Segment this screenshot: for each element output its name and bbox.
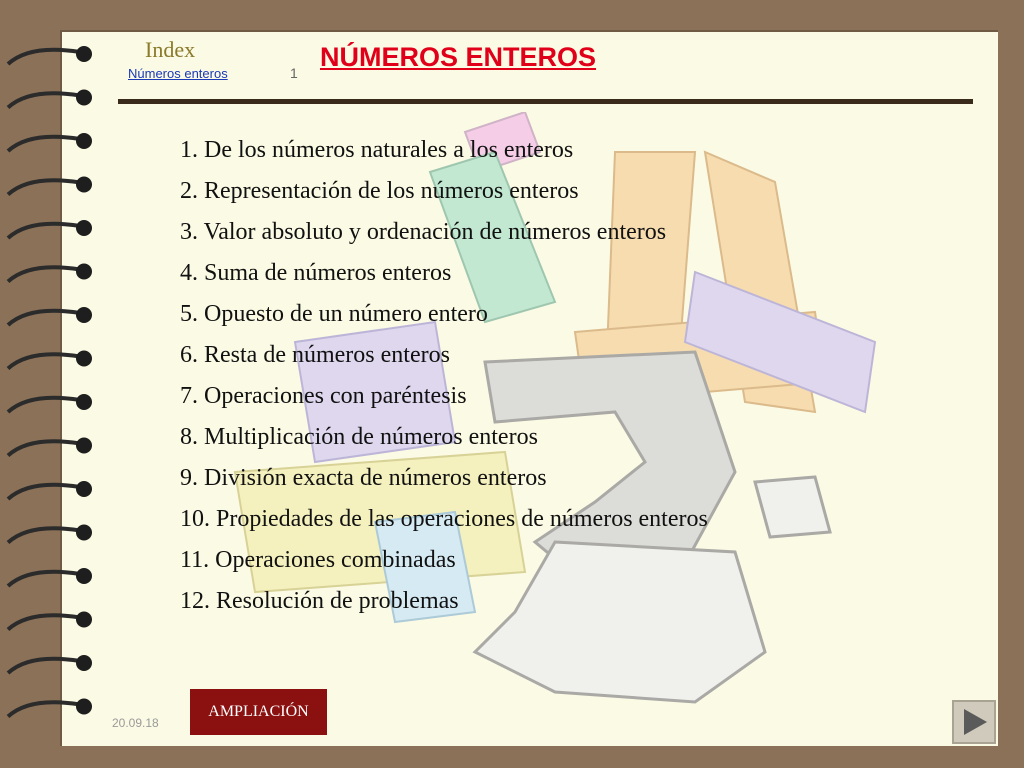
spiral-ring	[8, 267, 80, 281]
spiral-ring	[8, 354, 80, 368]
spiral-ring	[8, 702, 80, 716]
spiral-hole	[76, 481, 92, 497]
menu-item[interactable]: 3. Valor absoluto y ordenación de números enteros	[180, 219, 667, 245]
play-arrow-icon	[954, 702, 994, 742]
index-label: Index	[145, 37, 196, 62]
spiral-ring	[8, 528, 80, 542]
next-slide-button[interactable]	[952, 700, 996, 744]
slide-date: 20.09.18	[112, 716, 159, 730]
spiral-hole	[76, 133, 92, 149]
spiral-hole	[76, 438, 92, 454]
spiral-hole	[76, 699, 92, 715]
page-title: NÚMEROS ENTEROS	[320, 42, 597, 72]
menu-item[interactable]: 8. Multiplicación de números enteros	[180, 424, 538, 450]
header-divider	[118, 99, 973, 104]
index-link-numeros-enteros[interactable]: Números enteros	[128, 66, 228, 81]
menu-item[interactable]: 4. Suma de números enteros	[180, 260, 452, 286]
spiral-ring	[8, 572, 80, 586]
spiral-hole	[76, 220, 92, 236]
menu-item[interactable]: 1. De los números naturales a los enteros	[180, 137, 574, 163]
menu-item[interactable]: 6. Resta de números enteros	[180, 342, 450, 368]
spiral-ring	[8, 441, 80, 455]
spiral-ring	[8, 659, 80, 673]
spiral-hole	[76, 351, 92, 367]
spiral-hole	[76, 655, 92, 671]
spiral-ring	[8, 93, 80, 107]
spiral-ring	[8, 50, 80, 64]
spiral-binding-icon	[0, 30, 110, 746]
ampliacion-button[interactable]: AMPLIACIÓN	[190, 689, 327, 735]
spiral-ring	[8, 137, 80, 151]
spiral-hole	[76, 264, 92, 280]
menu-item[interactable]: 5. Opuesto de un número entero	[180, 301, 488, 327]
spiral-ring	[8, 398, 80, 412]
spiral-ring	[8, 485, 80, 499]
menu-item[interactable]: 11. Operaciones combinadas	[180, 547, 456, 573]
spiral-hole	[76, 568, 92, 584]
spiral-hole	[76, 525, 92, 541]
menu-item[interactable]: 7. Operaciones con paréntesis	[180, 383, 467, 409]
spiral-hole	[76, 177, 92, 193]
spiral-hole	[76, 307, 92, 323]
spiral-hole	[76, 394, 92, 410]
spiral-ring	[8, 615, 80, 629]
spiral-ring	[8, 224, 80, 238]
spiral-ring	[8, 311, 80, 325]
menu-item[interactable]: 12. Resolución de problemas	[180, 588, 459, 614]
menu-item[interactable]: 2. Representación de los números enteros	[180, 178, 579, 204]
spiral-hole	[76, 612, 92, 628]
topic-menu	[180, 130, 708, 622]
spiral-hole	[76, 46, 92, 62]
spiral-ring	[8, 180, 80, 194]
menu-item[interactable]: 10. Propiedades de las operaciones de números enteros	[180, 506, 708, 532]
spiral-hole	[76, 90, 92, 106]
index-number: 1	[290, 65, 298, 81]
menu-item[interactable]: 9. División exacta de números enteros	[180, 465, 547, 491]
